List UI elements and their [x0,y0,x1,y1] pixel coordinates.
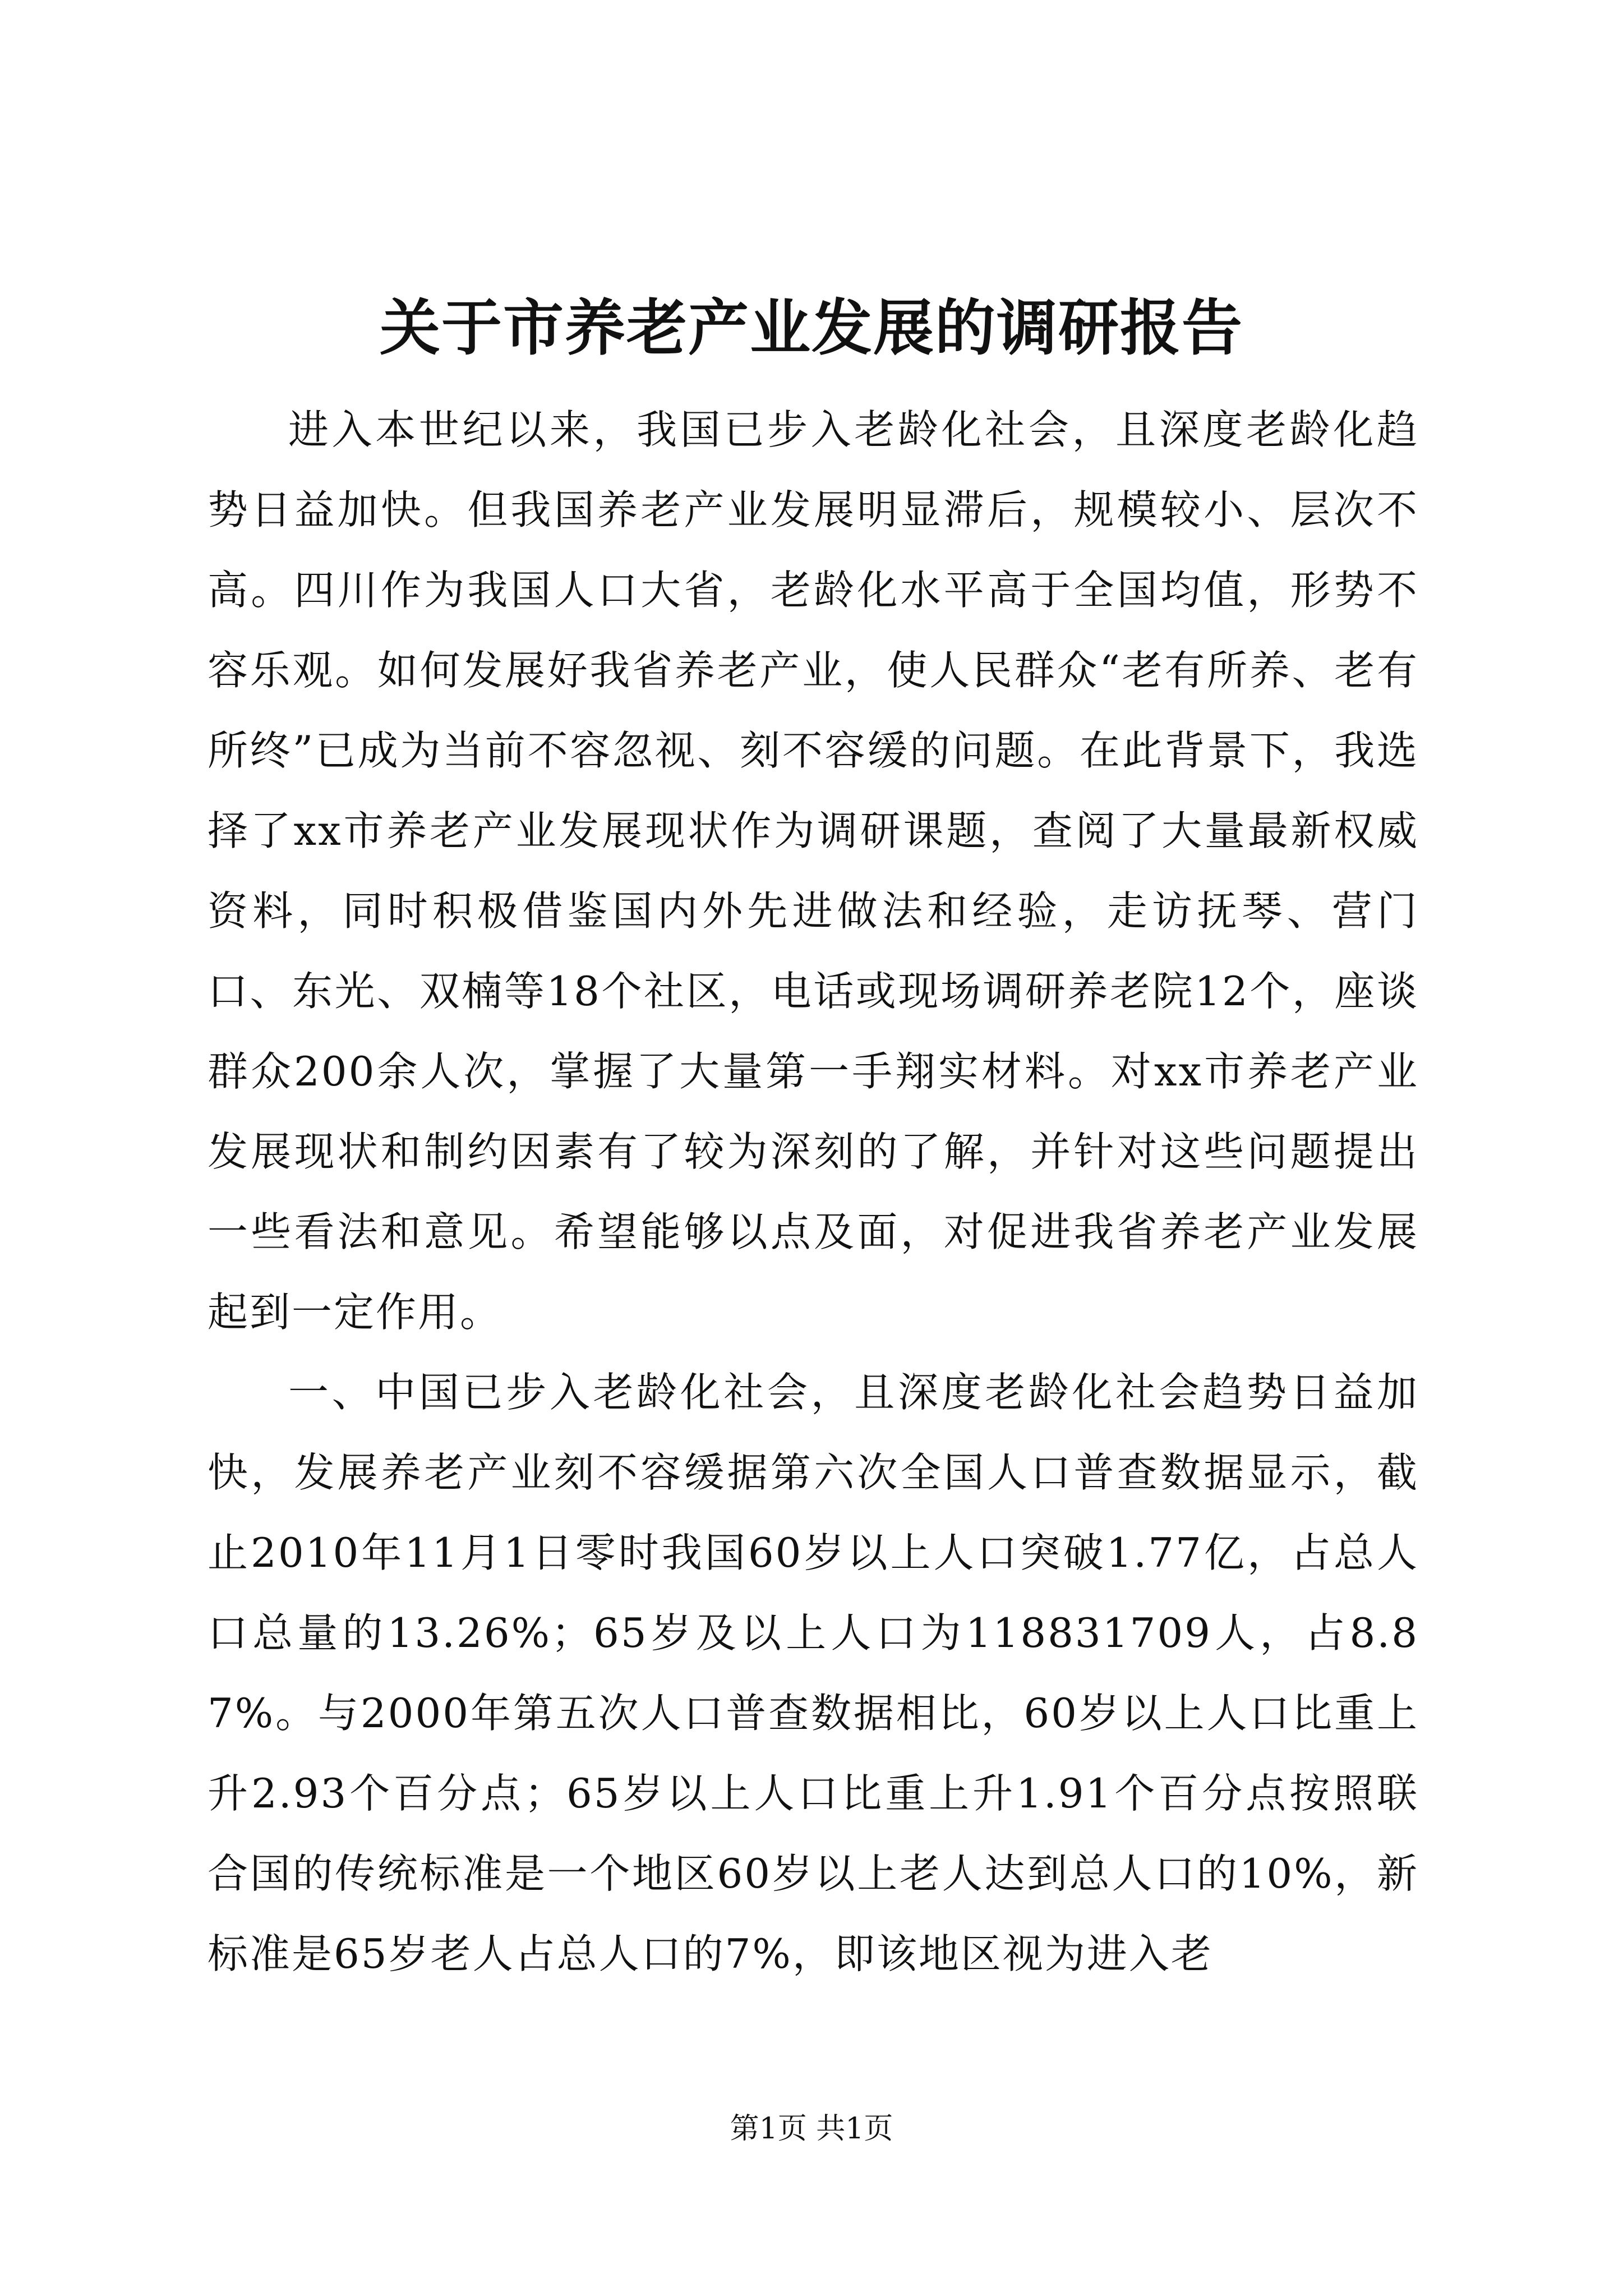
document-body [208,390,1419,1994]
page-number-footer: 第1页 共1页 [730,2112,893,2146]
paragraph-section-one: 一、中国已步入老龄化社会，且深度老龄化社会趋势日益加快，发展养老产业刻不容缓据第六次全国人口普查数据显示，截止2010年11月1日零时我国60岁以上人口突破1.77亿，占总人口总量的13.26%；65岁及以上人口为118831709人，占8.87%。与2000年第五次人口普查数据相比，60岁以上人口比重上升2.93个百分点；65岁以上人口比重上升1.91个百分点按照联合国的传统标准是一个地区60岁以上老人达到总人口的10%，新标准是65岁老人占总人口的7%，即该地区视为进入老 [208,1369,1419,1977]
document-title: 关于市养老产业发展的调研报告 [379,293,1243,364]
paragraph-intro: 进入本世纪以来，我国已步入老龄化社会，且深度老龄化趋势日益加快。但我国养老产业发展明显滞后，规模较小、层次不高。四川作为我国人口大省，老龄化水平高于全国均值，形势不容乐观。如何发展好我省养老产业，使人民群众“老有所养、老有所终”已成为当前不容忽视、刻不容缓的问题。在此背景下，我选择了xx市养老产业发展现状作为调研课题，查阅了大量最新权威资料，同时积极借鉴国内外先进做法和经验，走访抚琴、营门口、东光、双楠等18个社区，电话或现场调研养老院12个，座谈群众200余人次，掌握了大量第一手翔实材料。对xx市养老产业发展现状和制约因素有了较为深刻的了解，并针对这些问题提出一些看法和意见。希望能够以点及面，对促进我省养老产业发展起到一定作用。 [208,406,1419,1336]
